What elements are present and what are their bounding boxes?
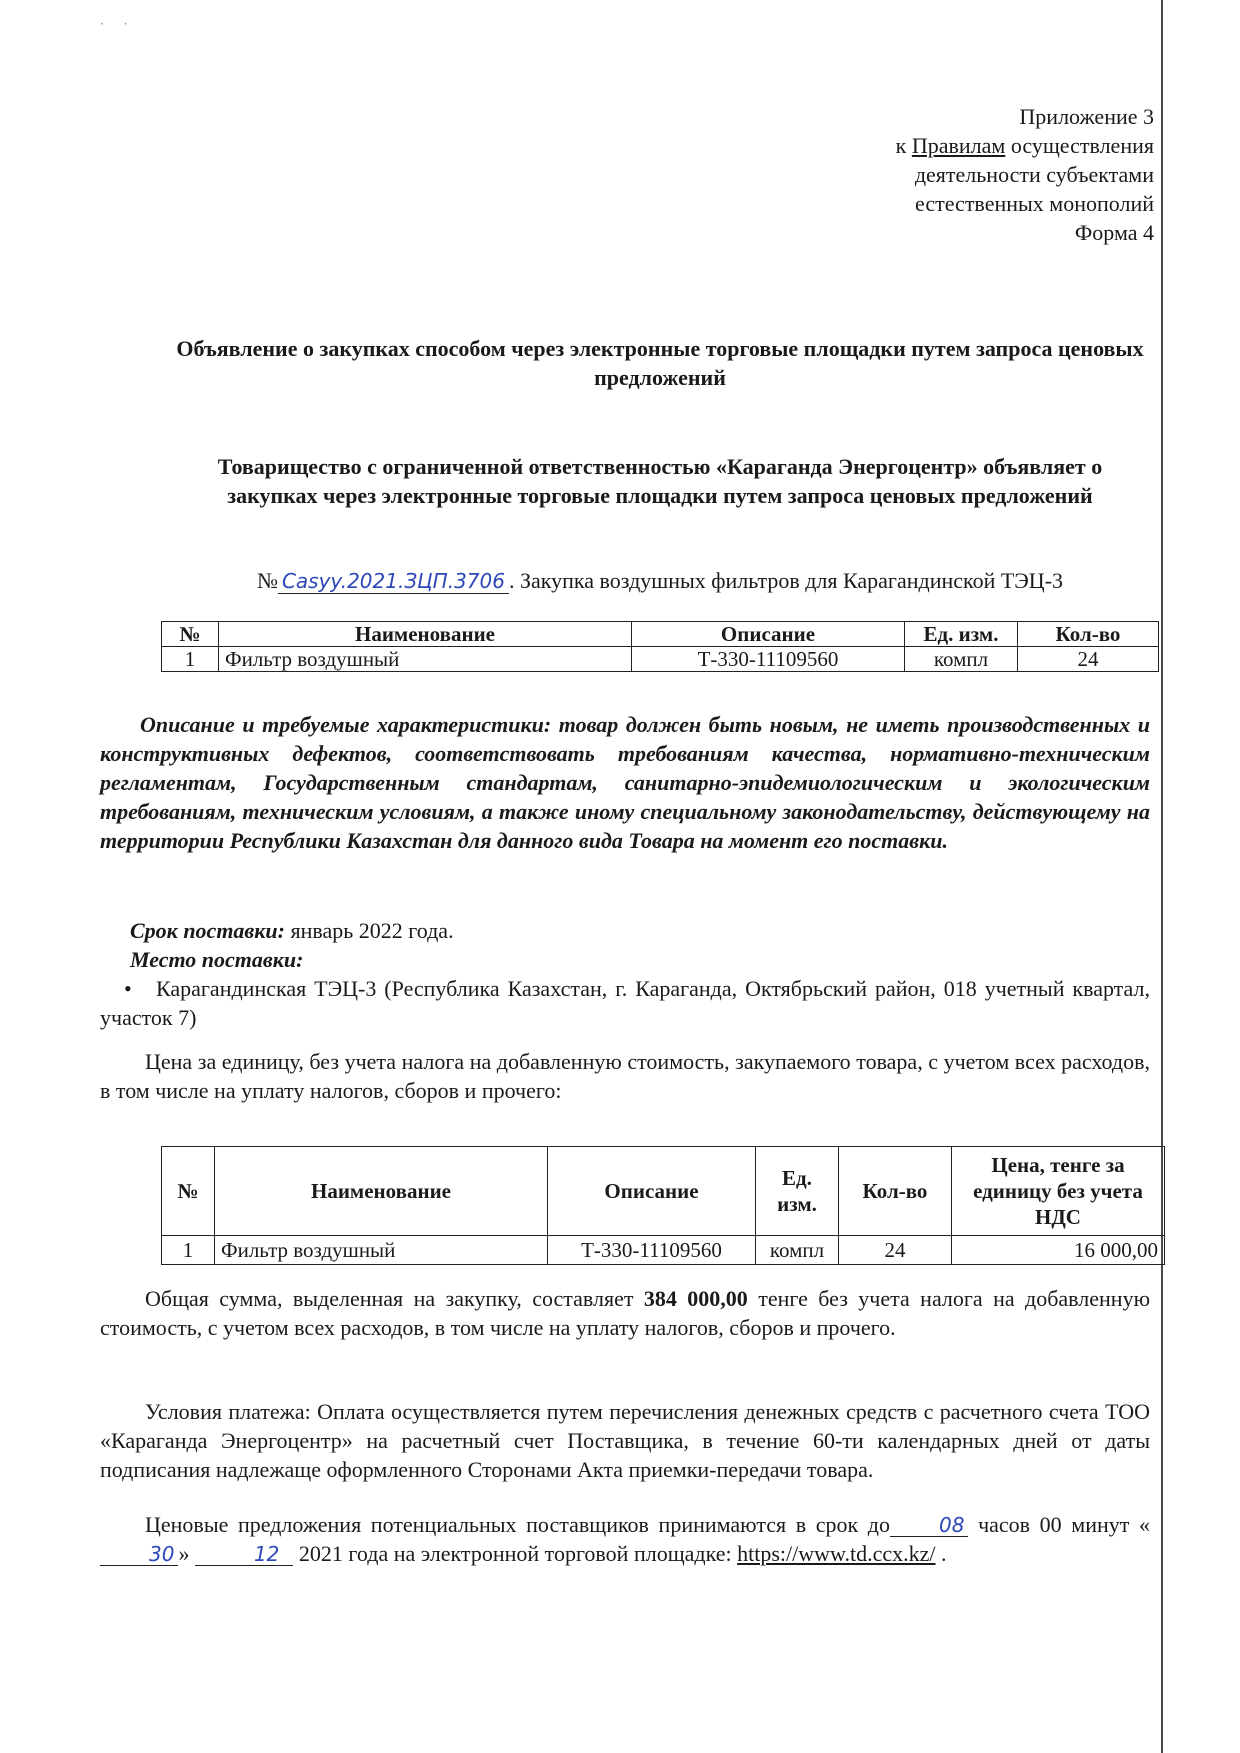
deadline-month-handwritten: 12 [195, 1543, 293, 1566]
lot-name: . Закупка воздушных фильтров для Карагандинской ТЭЦ-3 [508, 568, 1064, 593]
col-number-header: № [162, 622, 219, 647]
cell-qty: 24 [839, 1236, 952, 1265]
price-intro: Цена за единицу, без учета налога на добавленную стоимость, закупаемого товара, с учетом всех расходов, в том числе на уплату налогов, сборов и прочего: [100, 1049, 1150, 1103]
cell-unit: компл [905, 647, 1018, 672]
cell-description: Т-330-11109560 [632, 647, 905, 672]
col-price-header: Цена, тенге за единицу без учета НДС [952, 1147, 1165, 1236]
scan-edge-line [1161, 0, 1163, 1753]
appendix-header [896, 102, 1154, 247]
col-qty-header: Кол-во [1018, 622, 1159, 647]
delivery-place: • Карагандинская ТЭЦ-3 (Республика Казахстан, г. Караганда, Октябрьский район, 018 учетный квартал, участок 7) [100, 976, 1150, 1030]
col-qty-header: Кол-во [839, 1147, 952, 1236]
price-table [161, 1146, 1165, 1265]
offers-deadline: Ценовые предложения потенциальных поставщиков принимаются в срок до 08 часов 00 минут «30 » 12 2021 года на электронной торговой площадке: https://www.td.ccx.kz/ . [100, 1510, 1150, 1568]
delivery-term: Срок поставки: январь 2022 года. [130, 918, 454, 943]
appendix-line-2: к Правилам осуществления [895, 133, 1154, 158]
scan-artifact: · · [100, 17, 136, 31]
table-row [162, 647, 1159, 672]
col-description-header: Описание [632, 622, 905, 647]
trading-platform-link[interactable]: https://www.td.ccx.kz/ [737, 1541, 936, 1566]
cell-description: Т-330-11109560 [548, 1236, 756, 1265]
col-number-header: № [162, 1147, 215, 1236]
appendix-line-3: деятельности субъектами [914, 162, 1154, 187]
characteristics-description: Описание и требуемые характеристики: товар должен быть новым, не иметь производственных и конструктивных дефектов, соответствовать требованиям качества, нормативно-техническим регламентам, Государственным стандартам, санитарно-эпидемиологическим и экологическим требованиям, техническим условиям, а также иному специальному законодательству, действующему на территории Республики Казахстан для данного вида Товара на момент его поставки. [100, 712, 1150, 853]
cell-qty: 24 [1018, 647, 1159, 672]
col-description-header: Описание [548, 1147, 756, 1236]
total-amount-paragraph: Общая сумма, выделенная на закупку, составляет 384 000,00 тенге без учета налога на добавленную стоимость, с учетом всех расходов, в том числе на уплату налогов, сборов и прочего. [100, 1286, 1151, 1340]
delivery-place-label: Место поставки: [130, 947, 304, 972]
lot-number-prefix: № [256, 568, 278, 593]
col-name-header: Наименование [215, 1147, 548, 1236]
table-header-row [162, 622, 1159, 647]
col-unit-header: Ед. изм. [756, 1147, 839, 1236]
payment-terms: Условия платежа: Оплата осуществляется путем перечисления денежных средств с расчетного счета ТОО «Караганда Энергоцентр» на расчетный счет Поставщика, в течение 60-ти календарных дней от даты подписания надлежаще оформленного Сторонами Акта приемки-передачи товара. [100, 1399, 1150, 1482]
deadline-day-handwritten: 30 [100, 1543, 178, 1566]
col-unit-header: Ед. изм. [905, 622, 1018, 647]
total-amount: 384 000,00 [643, 1286, 748, 1311]
items-table [161, 621, 1159, 672]
cell-name: Фильтр воздушный [215, 1236, 548, 1265]
cell-name: Фильтр воздушный [219, 647, 632, 672]
document-title: Объявление о закупках способом через электронные торговые площадки путем запроса ценовых предложений [176, 336, 1144, 390]
cell-number: 1 [162, 1236, 215, 1265]
lot-number-handwritten: Casyy.2021.ЗЦП.3706 [278, 569, 509, 594]
cell-number: 1 [162, 647, 219, 672]
appendix-line-4: естественных монополий [915, 191, 1154, 216]
bullet-icon: • [124, 976, 132, 1001]
deadline-hour-handwritten: 08 [890, 1514, 968, 1537]
table-header-row [162, 1147, 1165, 1236]
rules-link[interactable]: Правилам [911, 133, 1006, 158]
cell-unit: компл [756, 1236, 839, 1265]
table-row [162, 1236, 1165, 1265]
form-number: Форма 4 [1074, 220, 1154, 245]
appendix-line-1: Приложение 3 [1019, 104, 1154, 129]
cell-price: 16 000,00 [952, 1236, 1165, 1265]
lot-line [170, 566, 1150, 595]
delivery-block [100, 916, 1150, 1032]
org-announcement: Товарищество с ограниченной ответственностью «Караганда Энергоцентр» объявляет о закупках через электронные торговые площадки путем запроса ценовых предложений [217, 454, 1103, 508]
col-name-header: Наименование [219, 622, 632, 647]
